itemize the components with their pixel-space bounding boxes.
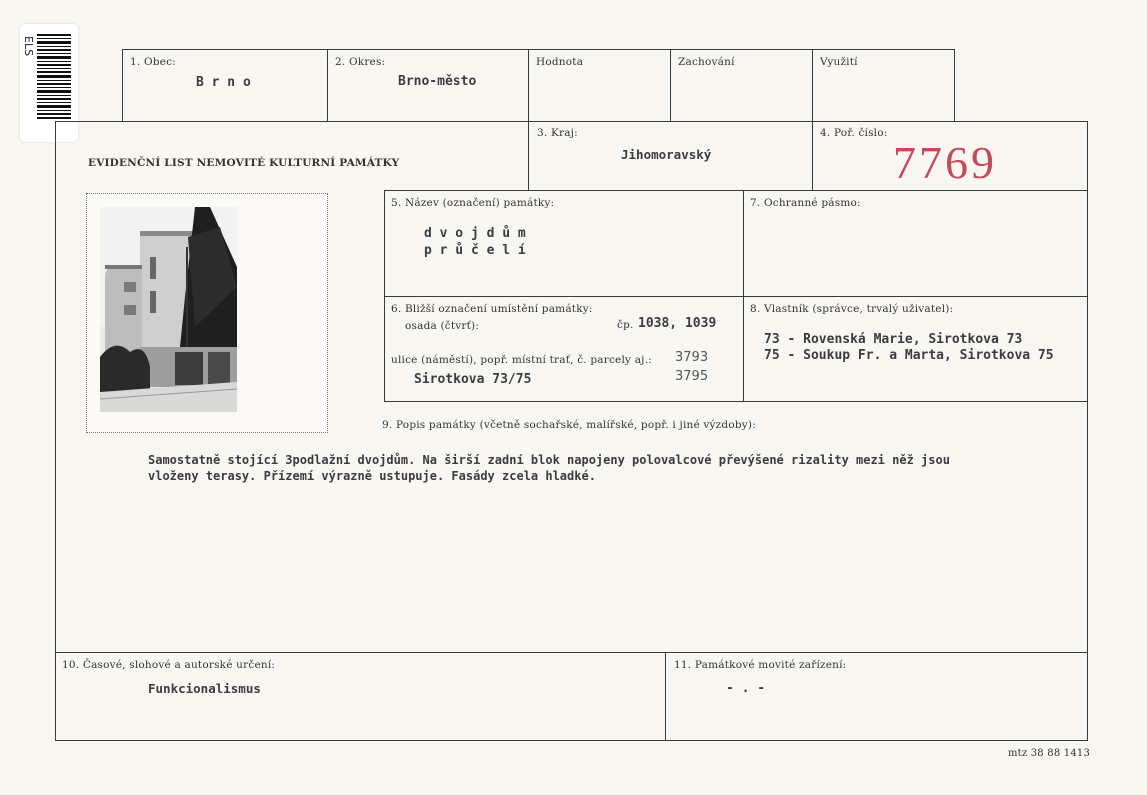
- grid-line: [55, 740, 1088, 741]
- grid-line: [954, 49, 955, 121]
- grid-line: [55, 121, 1088, 122]
- okres-value: Brno-město: [398, 74, 477, 89]
- cp-label: čp.: [617, 319, 634, 331]
- ulice-value: Sirotkova 73/75: [414, 372, 532, 387]
- osada-label: osada (čtvrť):: [405, 320, 480, 332]
- nazev-line2: p r ů č e l í: [424, 243, 526, 258]
- grid-line: [812, 49, 813, 191]
- building-photo: [100, 207, 237, 412]
- footer-code: mtz 38 88 1413: [1008, 748, 1091, 759]
- parcela-2: 3795: [675, 369, 709, 384]
- barcode-label: ELS: [22, 36, 35, 57]
- grid-line: [122, 49, 954, 50]
- obec-value: B r n o: [196, 75, 251, 90]
- kraj-value: Jihomoravský: [621, 147, 712, 162]
- nazev-line1: d v o j d ů m: [424, 226, 526, 241]
- kraj-label: 3. Kraj:: [537, 127, 578, 139]
- okres-label: 2. Okres:: [335, 56, 386, 68]
- obec-label: 1. Obec:: [130, 56, 176, 68]
- parcela-1: 3793: [675, 350, 709, 365]
- ulice-label: ulice (náměstí), popř. místní trať, č. parcely aj.:: [391, 354, 652, 366]
- grid-line: [384, 401, 1088, 402]
- vlastnik-line2: 75 - Soukup Fr. a Marta, Sirotkova 75: [764, 348, 1054, 363]
- hodnota-label: Hodnota: [536, 56, 584, 68]
- zachovani-label: Zachování: [678, 56, 735, 68]
- zarizeni-value: - . -: [726, 681, 766, 696]
- zarizeni-label: 11. Památkové movité zařízení:: [674, 659, 847, 671]
- grid-line: [384, 190, 1088, 191]
- grid-line: [122, 49, 123, 121]
- ochranne-pasmo-label: 7. Ochranné pásmo:: [750, 197, 861, 209]
- popis-label: 9. Popis památky (včetně sochařské, malířské, popř. i jiné výzdoby):: [382, 419, 756, 431]
- popis-line2: vloženy terasy. Přízemí výrazně ustupuje. Fasády zcela hladké.: [148, 469, 596, 483]
- grid-line: [55, 652, 1088, 653]
- vyuziti-label: Využití: [820, 56, 858, 68]
- por-cislo-label: 4. Poř. číslo:: [820, 127, 888, 139]
- vlastnik-line1: 73 - Rovenská Marie, Sirotkova 73: [764, 332, 1023, 347]
- nazev-label: 5. Název (označení) památky:: [391, 197, 555, 209]
- grid-line: [55, 121, 56, 741]
- umisteni-label: 6. Bližší označení umístění památky:: [391, 303, 593, 315]
- grid-line: [384, 296, 1088, 297]
- popis-line1: Samostatně stojící 3podlažní dvojdům. Na širší zadní blok napojeny polovalcové převýšené rizality mezi něž jsou: [148, 453, 950, 467]
- grid-line: [1087, 121, 1088, 741]
- grid-line: [528, 49, 529, 191]
- cp-value: 1038, 1039: [638, 316, 717, 331]
- urceni-value: Funkcionalismus: [148, 681, 261, 696]
- document-title: EVIDENČNÍ LIST NEMOVITÉ KULTURNÍ PAMÁTKY: [88, 157, 400, 169]
- grid-line: [665, 652, 666, 741]
- vlastnik-label: 8. Vlastník (správce, trvalý uživatel):: [750, 303, 954, 315]
- grid-line: [670, 49, 671, 121]
- registration-number: 7769: [893, 137, 997, 188]
- grid-line: [327, 49, 328, 121]
- urceni-label: 10. Časové, slohové a autorské určení:: [62, 659, 276, 671]
- barcode-icon: [37, 34, 71, 120]
